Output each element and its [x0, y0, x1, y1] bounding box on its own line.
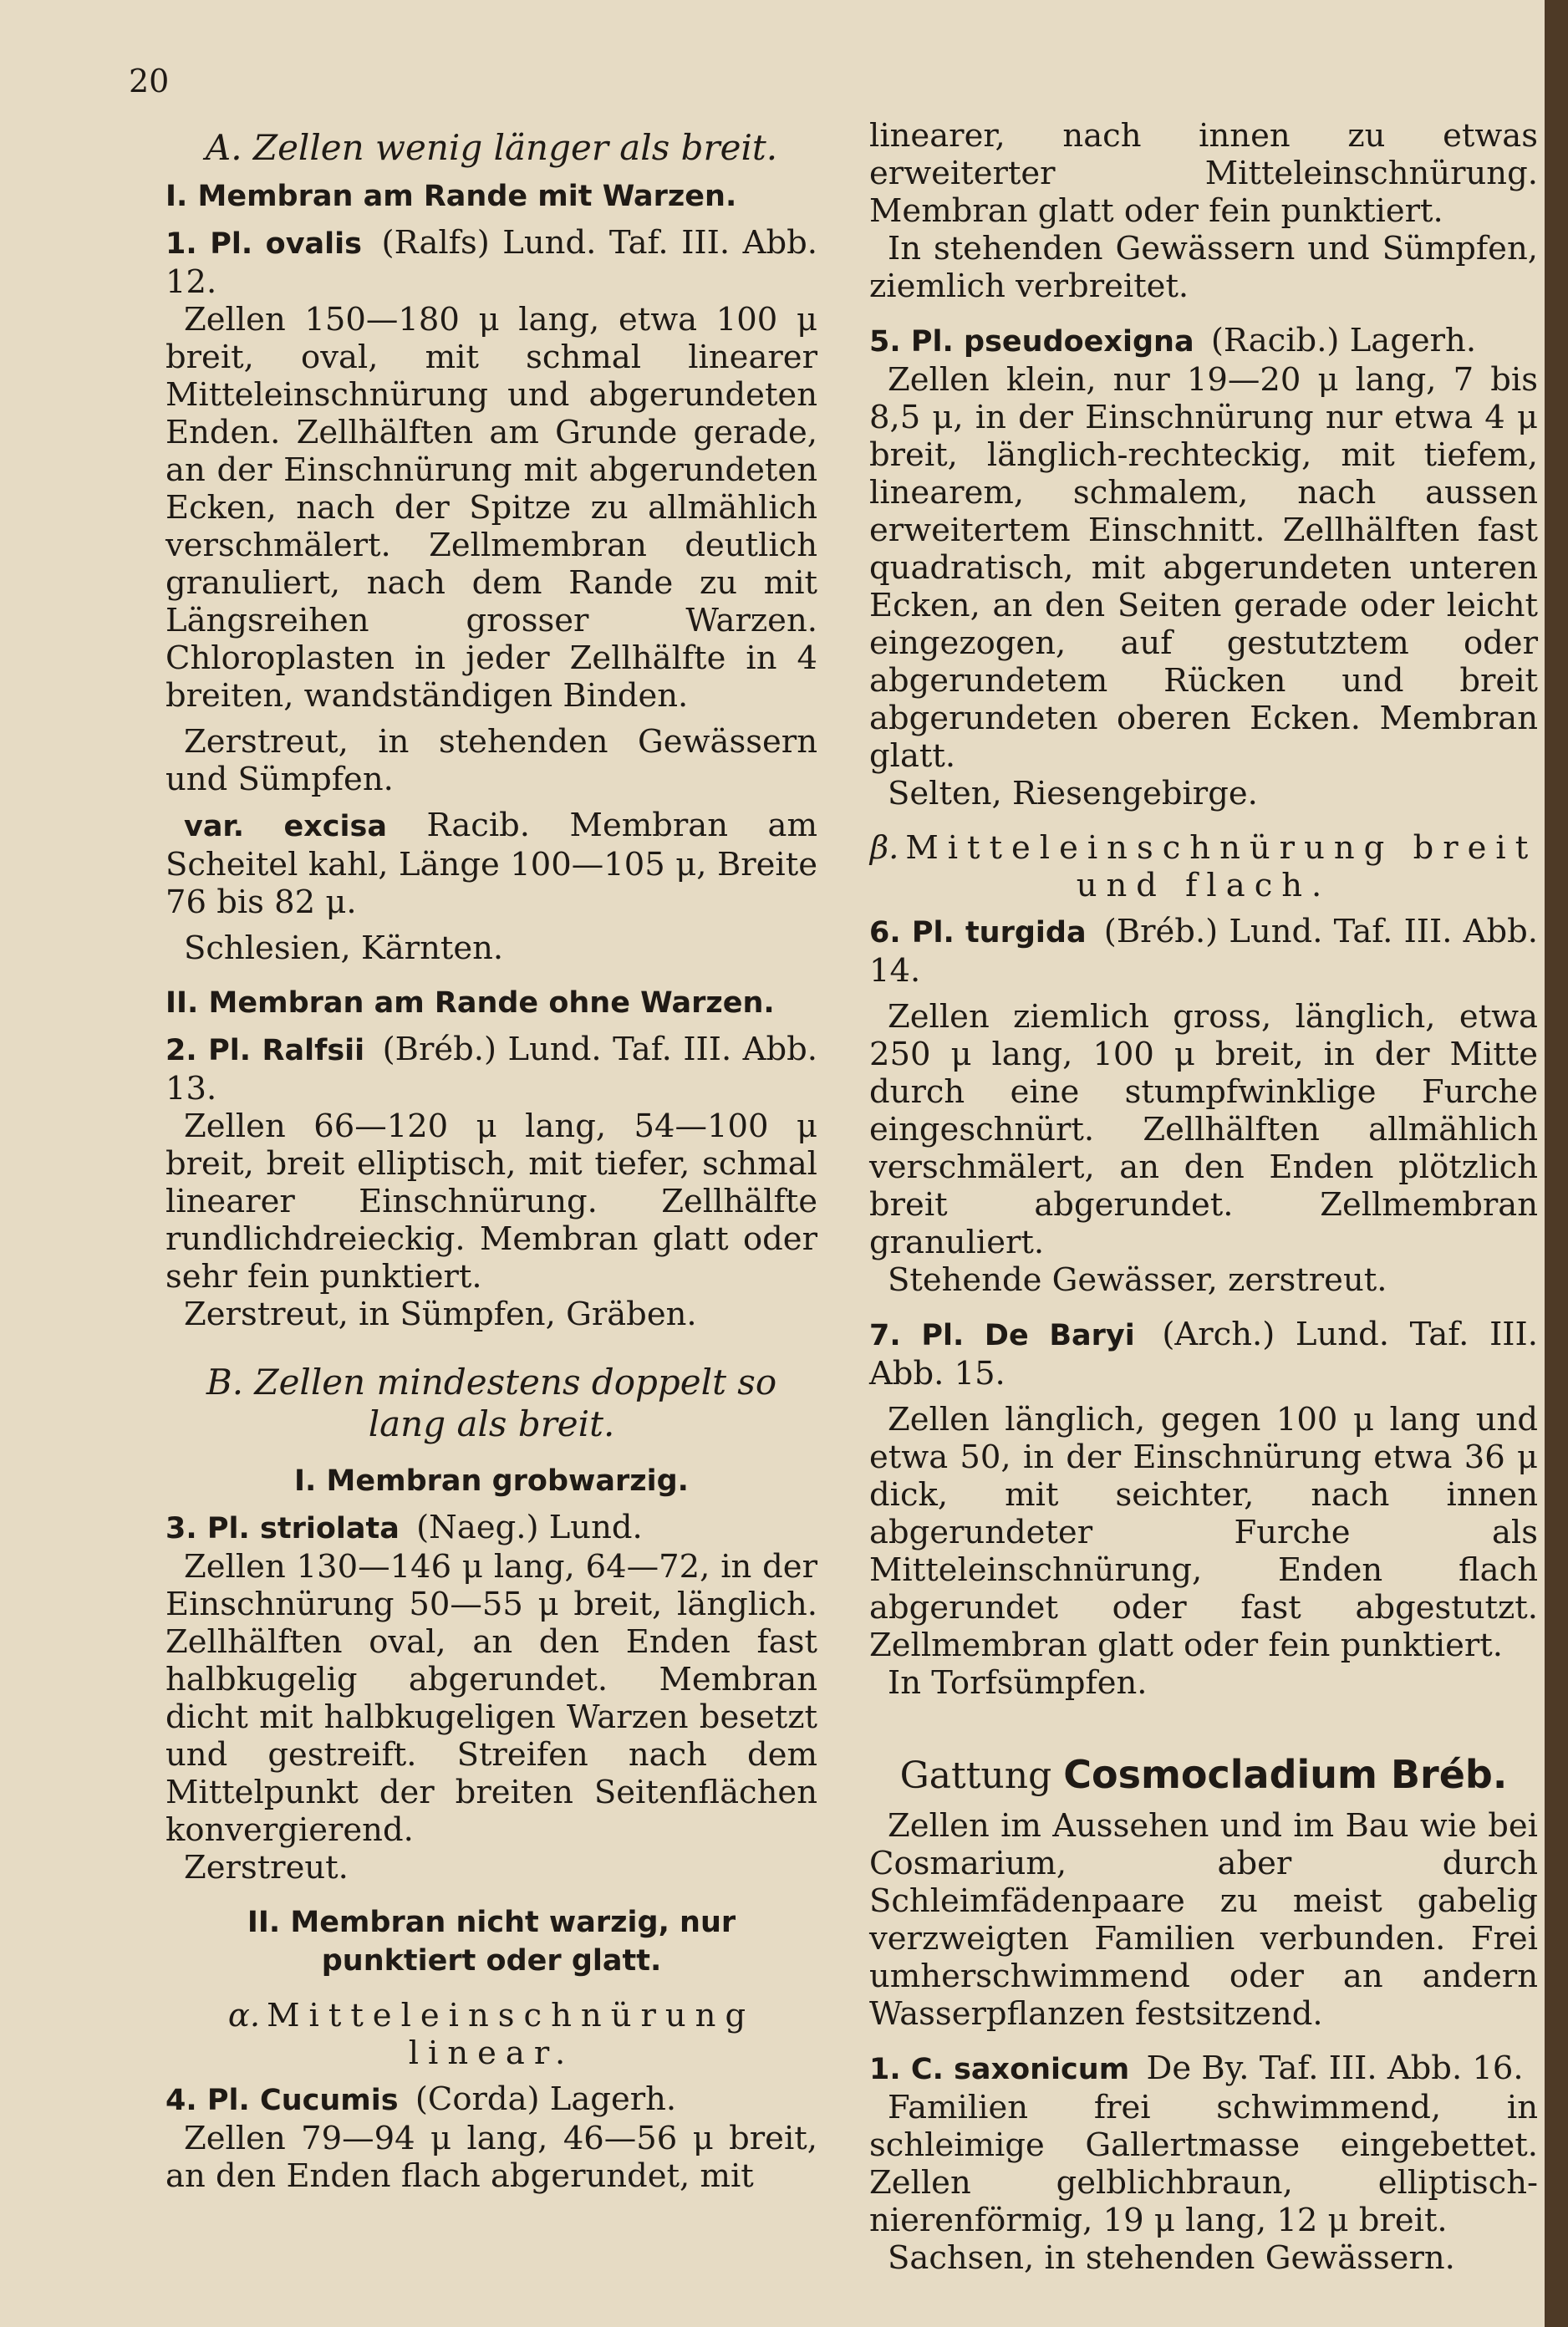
variety-name: var. excisa: [184, 810, 387, 843]
species-habitat: In Torfsümpfen.: [888, 1664, 1148, 1702]
species-entry-heading: [165, 224, 817, 301]
species-description: Zellen 130—146 μ lang, 64—72, in der Einschnürung 50—55 μ breit, länglich. Zellhälften oval, an den Enden fast halbkugelig abgerundet. Membran dicht mit halbkugeligen Warzen besetzt und gestreift. Streifen nach dem Mittelpunkt der breiten Seitenflächen konvergierend.: [165, 1548, 817, 1849]
species-description-continued: linearer, nach innen zu etwas erweiterter Mitteleinschnürung. Membran glatt oder fein punktiert.: [869, 117, 1538, 230]
species-author: (Bréb.) Lund. Taf. III. Abb. 14.: [869, 913, 1538, 990]
species-number: 3.: [165, 1512, 197, 1545]
species-name: Pl. Ralfsii: [208, 1034, 365, 1067]
left-column: [165, 127, 817, 2195]
species-author: (Ralfs) Lund. Taf. III. Abb. 12.: [165, 224, 817, 301]
variety-entry: [165, 807, 817, 921]
species-entry-heading: [165, 1509, 817, 1548]
species-description: Zellen länglich, gegen 100 μ lang und etwa 50, in der Einschnürung etwa 36 μ dick, mit seichter, nach innen abgerundeter Furche als Mitteleinschnürung, Enden flach abgerundet oder fast abgestutzt. Zellmembran glatt oder fein punktiert.: [869, 1401, 1538, 1664]
species-number: 6.: [869, 916, 901, 950]
species-number: 1.: [165, 227, 197, 261]
species-number: 5.: [869, 325, 901, 359]
species-habitat: Zerstreut, in stehenden Gewässern und Sümpfen.: [165, 723, 817, 798]
species-description: Zellen 150—180 μ lang, etwa 100 μ breit, oval, mit schmal linearer Mitteleinschnürung und abgerundeten Enden. Zellhälften am Grunde gerade, an der Einschnürung mit abgerundeten Ecken, nach der Spitze zu allmählich verschmälert. Zellmembran deutlich granuliert, nach dem Rande zu mit Längsreihen grosser Warzen. Chloroplasten in jeder Zellhälfte in 4 breiten, wandständigen Binden.: [165, 301, 817, 715]
species-habitat: Selten, Riesengebirge.: [888, 775, 1258, 812]
species-author: (Racib.) Lagerh.: [1210, 322, 1477, 359]
right-column: [869, 117, 1538, 2277]
book-edge: [1545, 0, 1568, 2327]
species-author: (Naeg.) Lund.: [416, 1509, 643, 1546]
variety-habitat: Schlesien, Kärnten.: [184, 929, 504, 967]
genus-word: Gattung: [899, 1754, 1052, 1797]
species-entry-heading: [869, 913, 1538, 990]
variety-description: Racib. Membran am Scheitel kahl, Länge 100—105 μ, Breite 76 bis 82 μ.: [165, 807, 817, 921]
species-description: Zellen 79—94 μ lang, 46—56 μ breit, an den Enden flach abgerundet, mit: [165, 2120, 817, 2195]
subheading-membran-ohne-warzen: II. Membran am Rande ohne Warzen.: [165, 986, 775, 1020]
species-description: Zellen 66—120 μ lang, 54—100 μ breit, breit elliptisch, mit tiefer, schmal linearer Einschnürung. Zellhälfte rundlichdreieckig. Membran glatt oder sehr fein punktiert.: [165, 1107, 817, 1296]
beta-text: Mitteleinschnürung breit und flach.: [905, 829, 1538, 904]
subheading-grobwarzig: I. Membran grobwarzig.: [294, 1464, 689, 1498]
species-entry-heading: [869, 322, 1538, 361]
species-entry-heading: [869, 1316, 1538, 1393]
species-description: Zellen klein, nur 19—20 μ lang, 7 bis 8,5 μ, in der Einschnürung nur etwa 4 μ breit, länglich-rechteckig, mit tiefem, linearem, schmalem, nach aussen erweitertem Einschnitt. Zellhälften fast quadratisch, mit abgerundeten unteren Ecken, an den Seiten gerade oder leicht eingezogen, auf gestutztem oder abgerundetem Rücken und breit abgerundeten oberen Ecken. Membran glatt.: [869, 361, 1538, 775]
species-entry-heading: [869, 2049, 1538, 2089]
species-description: Zellen ziemlich gross, länglich, etwa 250 μ lang, 100 μ breit, in der Mitte durch eine stumpfwinklige Furche eingeschnürt. Zellhälften allmählich verschmälert, an den Enden plötzlich breit abgerundet. Zellmembran granuliert.: [869, 998, 1538, 1261]
species-author: (Corda) Lagerh.: [415, 2080, 677, 2118]
subheading-membran-warzen: I. Membran am Rande mit Warzen.: [165, 180, 737, 213]
species-author: (Bréb.) Lund. Taf. III. Abb. 13.: [165, 1031, 817, 1107]
species-number: 7.: [869, 1319, 901, 1352]
species-name: Pl. pseudoexigna: [910, 325, 1194, 359]
alpha-text: Mitteleinschnürung linear.: [267, 1997, 756, 2072]
species-habitat: Sachsen, in stehenden Gewässern.: [888, 2239, 1455, 2277]
species-name: Pl. ovalis: [210, 227, 362, 261]
species-name: Pl. turgida: [911, 916, 1087, 950]
section-heading-a: A. Zellen wenig länger als breit.: [205, 127, 778, 168]
subsection-alpha-heading: [165, 1997, 817, 2072]
beta-letter: β.: [869, 829, 899, 867]
genus-description: Zellen im Aussehen und im Bau wie bei Cosmarium, aber durch Schleimfädenpaare zu meist gabelig verzweigten Familien verbunden. Frei umherschwimmend oder an andern Wasserpflanzen festsitzend.: [869, 1807, 1538, 2033]
genus-name: Cosmocladium Bréb.: [1063, 1752, 1508, 1797]
species-author: (Arch.) Lund. Taf. III. Abb. 15.: [869, 1316, 1538, 1393]
species-name: C. saxonicum: [910, 2053, 1130, 2086]
species-habitat: Zerstreut, in Sümpfen, Gräben.: [184, 1296, 697, 1333]
species-habitat: Stehende Gewässer, zerstreut.: [888, 1261, 1387, 1299]
species-name: Pl. striolata: [206, 1512, 400, 1545]
species-entry-heading: [165, 2080, 817, 2120]
page-number: 20: [129, 63, 170, 99]
species-habitat: Zerstreut.: [184, 1849, 349, 1887]
genus-heading: [869, 1752, 1538, 1799]
section-heading-b: B. Zellen mindestens doppelt so lang als breit.: [206, 1362, 777, 1444]
species-number: 1.: [869, 2053, 901, 2086]
species-number: 4.: [165, 2084, 197, 2117]
subsection-beta-heading: [869, 829, 1538, 904]
species-name: Pl. De Baryi: [921, 1319, 1135, 1352]
species-description: Familien frei schwimmend, in schleimige Gallertmasse eingebettet. Zellen gelblichbraun, elliptisch-nierenförmig, 19 μ lang, 12 μ breit.: [869, 2089, 1538, 2239]
alpha-letter: α.: [227, 1997, 261, 2034]
subheading-nicht-warzig: II. Membran nicht warzig, nur punktiert oder glatt.: [247, 1906, 736, 1978]
species-name: Pl. Cucumis: [206, 2084, 399, 2117]
species-author: De By. Taf. III. Abb. 16.: [1146, 2049, 1524, 2087]
species-entry-heading: [165, 1031, 817, 1107]
species-number: 2.: [165, 1034, 197, 1067]
species-habitat: In stehenden Gewässern und Sümpfen, ziemlich verbreitet.: [869, 230, 1538, 305]
